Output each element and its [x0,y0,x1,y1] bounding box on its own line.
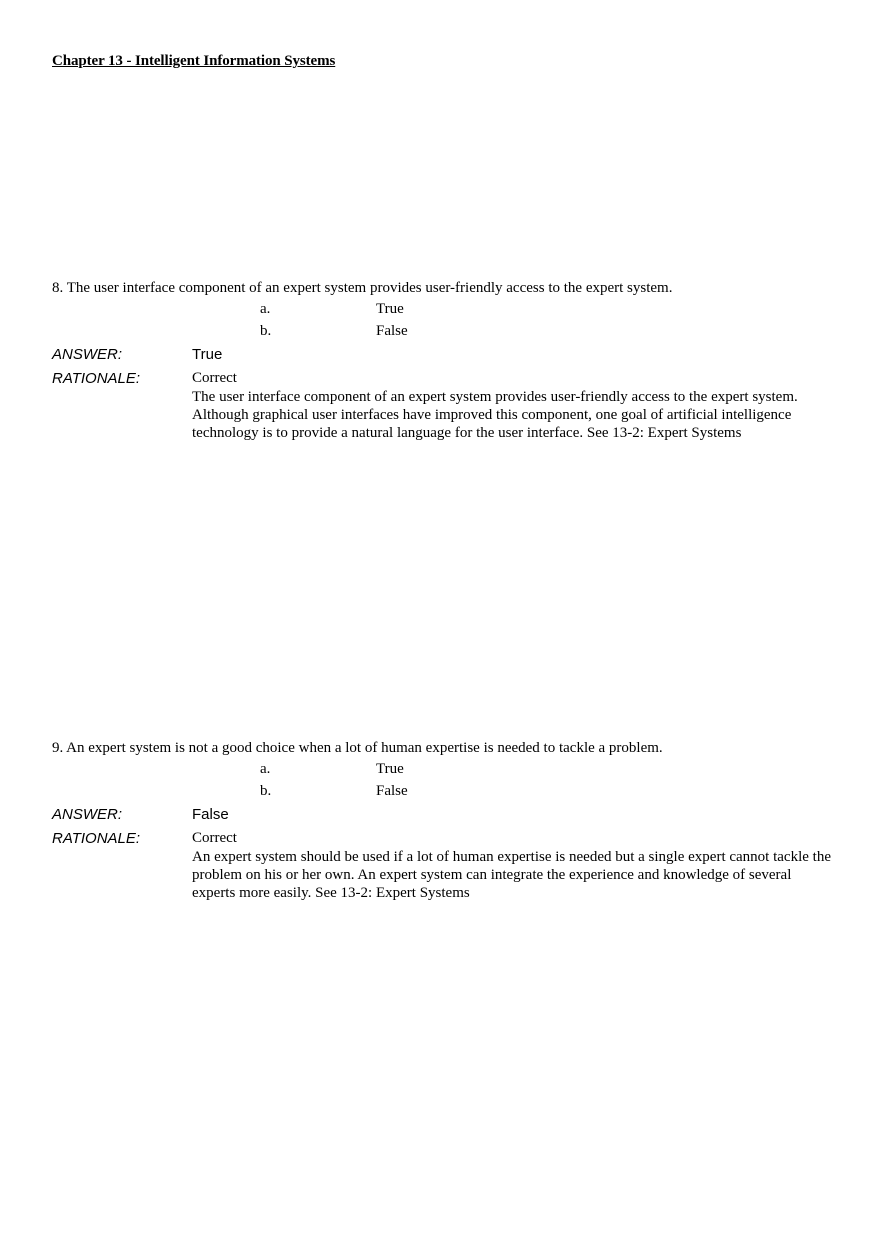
option-b [52,320,842,342]
question-prompt: 9. An expert system is not a good choice when a lot of human expertise is needed to tackle a problem. [52,740,663,756]
rationale-row [52,368,842,442]
rationale-block [192,368,832,442]
answer-value: False [192,806,229,823]
chapter-title: Chapter 13 - Intelligent Information Systems [52,53,336,69]
question-9 [52,738,842,902]
option-letter: a. [260,301,271,317]
rationale-status: Correct [192,830,237,846]
option-letter: b. [260,783,272,799]
answer-label: ANSWER: [52,346,123,363]
rationale-text: The user interface component of an expert system provides user-friendly access to the expert system. Although graphical user interfaces have improved this component, one goal of artificial intelligence technology is to provide a natural language for the user interface. See 13-2: Expert Systems [192,389,798,441]
answer-row [52,804,842,826]
rationale-status: Correct [192,370,237,386]
rationale-text: An expert system should be used if a lot of human expertise is needed but a single expert cannot tackle the problem on his or her own. An expert system can integrate the experience and knowledge of several experts more easily. See 13-2: Expert Systems [192,849,831,901]
option-text: True [376,301,404,317]
answer-value: True [192,346,223,363]
option-text: True [376,761,404,777]
answer-row [52,344,842,366]
rationale-label: RATIONALE: [52,370,141,387]
rationale-block [192,828,832,902]
option-a [52,298,842,320]
option-b [52,780,842,802]
option-text: False [376,323,408,339]
question-8 [52,278,842,442]
answer-label: ANSWER: [52,806,123,823]
rationale-row [52,828,842,902]
option-letter: a. [260,761,271,777]
question-prompt: 8. The user interface component of an expert system provides user-friendly access to the expert system. [52,280,673,296]
option-text: False [376,783,408,799]
option-letter: b. [260,323,272,339]
option-a [52,758,842,780]
rationale-label: RATIONALE: [52,830,141,847]
